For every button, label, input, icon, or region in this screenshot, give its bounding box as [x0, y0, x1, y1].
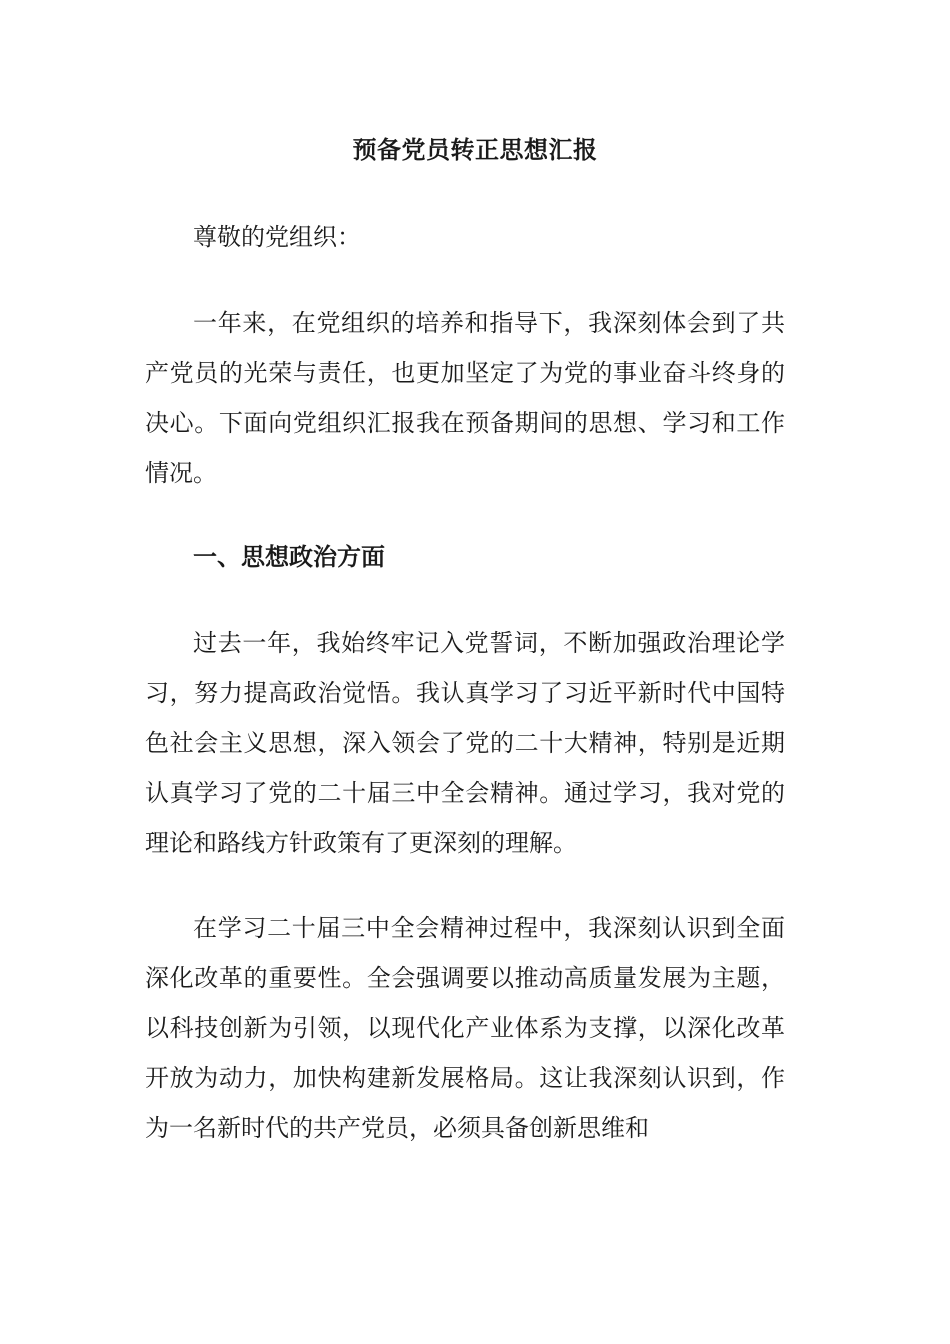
section-heading-text: 一、思想政治方面 — [193, 543, 385, 571]
section-heading — [145, 532, 785, 582]
salutation-text: 尊敬的党组织： — [193, 223, 361, 251]
paragraph-text: 一年来，在党组织的培养和指导下，我深刻体会到了共产党员的光荣与责任，也更加坚定了为党的事业奋斗终身的决心。下面向党组织汇报我在预备期间的思想、学习和工作情况。 — [145, 309, 785, 487]
section-paragraph — [145, 903, 785, 1153]
salutation — [145, 212, 785, 262]
paragraph-text: 在学习二十届三中全会精神过程中，我深刻认识到全面深化改革的重要性。全会强调要以推动高质量发展为主题，以科技创新为引领，以现代化产业体系为支撑，以深化改革开放为动力，加快构建新发展格局。这让我深刻认识到，作为一名新时代的共产党员，必须具备创新思维和 — [145, 914, 785, 1142]
document-title: 预备党员转正思想汇报 — [352, 136, 598, 164]
paragraph-text: 过去一年，我始终牢记入党誓词，不断加强政治理论学习，努力提高政治觉悟。我认真学习了习近平新时代中国特色社会主义思想，深入领会了党的二十大精神，特别是近期认真学习了党的二十届三中全会精神。通过学习，我对党的理论和路线方针政策有了更深刻的理解。 — [145, 629, 785, 857]
section-paragraph — [145, 618, 785, 868]
intro-paragraph — [145, 298, 785, 498]
